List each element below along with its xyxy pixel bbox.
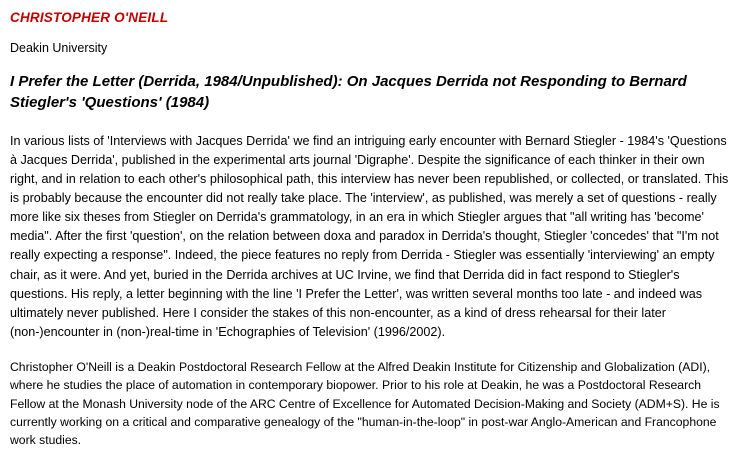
article-abstract: In various lists of 'Interviews with Jacques Derrida' we find an intriguing early encounter with Bernard Stiegler - 1984's 'Questions à Jacques Derrida', published in the experimental arts journal 'Digraphe'. Despite the significance of each thinker in their own right, and in relation to each other's philosophical path, this interview has never been republished, or collected, or translated. This is probably because the encounter did not really take place. The 'interview', as published, was merely a set of questions - really more like six theses from Stiegler on Derrida's grammatology, in an era in which Stiegler argues that "all writing has 'become' media". After the first 'question', on the relation between doxa and paradox in Derrida's thought, Stiegler 'concedes' that "I'm not really expecting a response". Indeed, the piece features no reply from Derrida - Stiegler was essentially 'interviewing' an empty chair, as it were. And yet, buried in the Derrida archives at UC Irvine, we find that Derrida did in fact respond to Stiegler's questions. His reply, a letter beginning with the line 'I Prefer the Letter', was written several months too late - and indeed was ultimately never published. Here I consider the stakes of this non-encounter, as a kind of dress rehearsal for their later (non-)encounter in (non-)real-time in 'Echographies of Television' (1996/2002).	[10, 133, 729, 339]
author-name: CHRISTOPHER O'NEILL	[10, 10, 169, 25]
author-biography: Christopher O'Neill is a Deakin Postdoctoral Research Fellow at the Alfred Deakin Institute for Citizenship and Globalization (ADI), where he studies the place of automation in contemporary biopower. Prior to his role at Deakin, he was a Postdoctoral Research Fellow at the Monash University node of the ARC Centre of Excellence for Automated Decision-Making and Society (ADM+S). He is currently working on a critical and comparative genealogy of the "human-in-the-loop" in post-war Anglo-American and Francophone work studies.	[10, 360, 720, 448]
article-title: I Prefer the Letter (Derrida, 1984/Unpublished): On Jacques Derrida not Responding to Bernard Stiegler's 'Questions' (1984)	[10, 73, 687, 112]
author-affiliation: Deakin University	[10, 41, 108, 55]
